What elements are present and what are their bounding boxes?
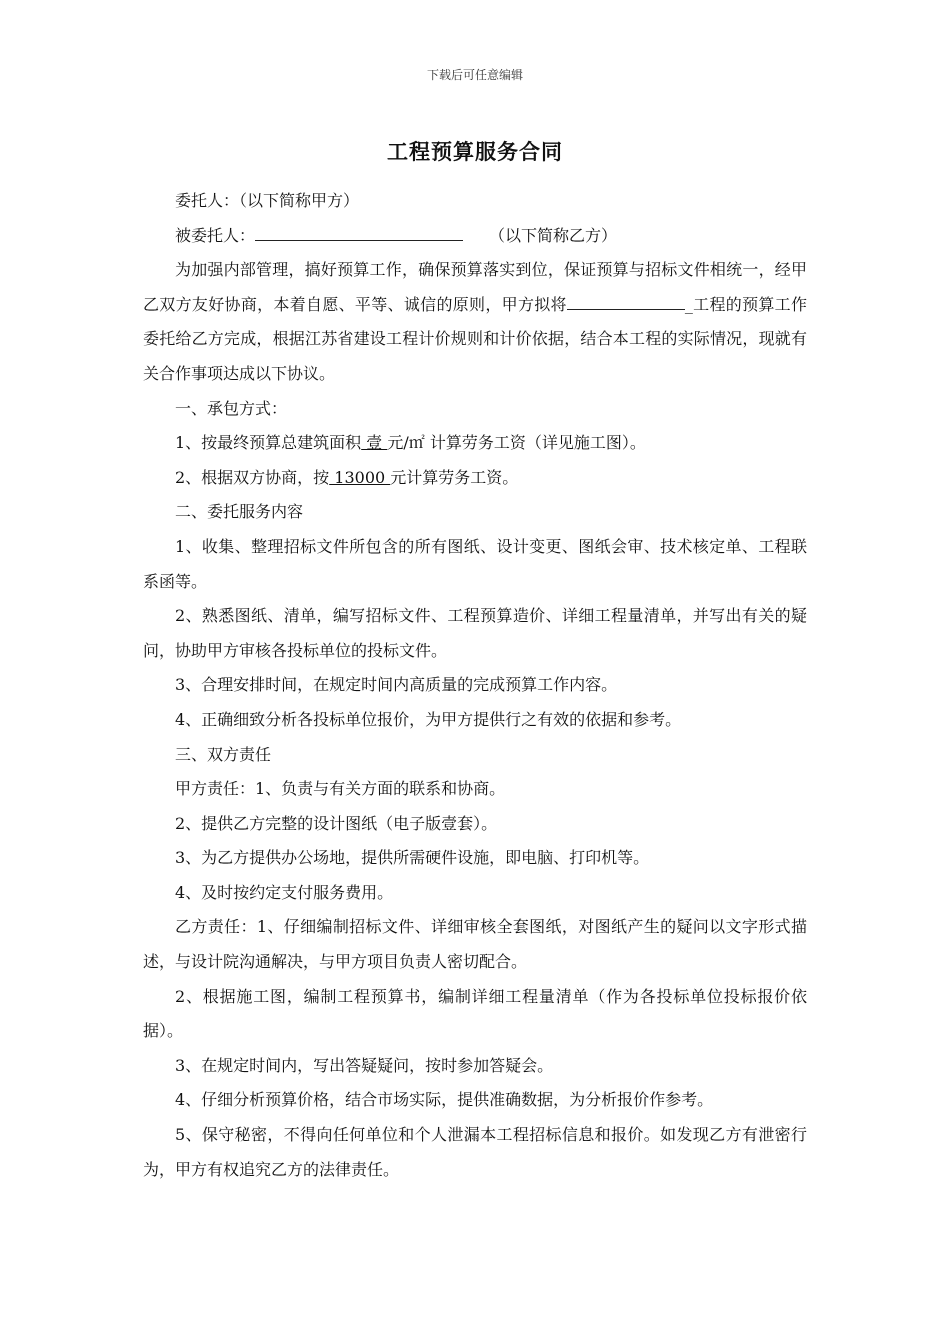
party-a-duty-4: 4、及时按约定支付服务费用。 (175, 882, 394, 902)
section-2-item-1: 1、收集、整理招标文件所包含的所有图纸、设计变更、图纸会审、技术核定单、工程联系函等。 (143, 536, 807, 591)
contractor-line (143, 219, 807, 254)
section-3-title: 三、双方责任 (175, 744, 272, 764)
intro-paragraph (143, 253, 807, 391)
contract-body (143, 184, 807, 1187)
party-b-duty-3: 3、在规定时间内，写出答疑疑问，按时参加答疑会。 (175, 1055, 554, 1075)
intro-text-a: 为加强内部管理，搞好预算工作，确保预算落实到位，保证预算与招标文件相统一，经甲乙双方友好协商，本着自愿、平等、诚信的原则，甲方拟将 (143, 260, 807, 314)
section-1-item-1 (143, 426, 807, 461)
s1-1-text-a: 1、按最终预算总建筑面积 (175, 433, 362, 453)
intro-text-b: _工程的预算工作委托给乙方完成，根据江苏省建设工程计价规则和计价依据，结合本工程的实际情况，现就有关合作事项达成以下协议。 (143, 294, 807, 383)
section-1-title: 一、承包方式： (175, 398, 288, 418)
header-note: 下载后可任意编辑 (426, 68, 523, 82)
section-2-title: 二、委托服务内容 (175, 502, 304, 522)
client-line: 委托人：（以下简称甲方） (175, 191, 360, 210)
section-1-item-2 (143, 461, 807, 496)
rate-value: 壹 (361, 433, 388, 453)
party-a-duty-2: 2、提供乙方完整的设计图纸（电子版壹套）。 (175, 813, 498, 833)
contract-title: 工程预算服务合同 (387, 140, 563, 164)
party-b-duty-1: 乙方责任：1、仔细编制招标文件、详细审核全套图纸，对图纸产生的疑问以文字形式描述，与设计院沟通解决，与甲方项目负责人密切配合。 (143, 917, 807, 972)
section-2-item-3: 3、合理安排时间，在规定时间内高质量的完成预算工作内容。 (175, 675, 618, 695)
s1-2-text-a: 2、根据双方协商，按 (175, 467, 330, 487)
s1-1-text-b: 元/㎡ 计算劳务工资（详见施工图）。 (387, 433, 646, 453)
s1-2-text-b: 元计算劳务工资。 (390, 467, 519, 487)
project-blank (567, 291, 685, 310)
fee-value: 13000 (329, 467, 391, 487)
party-a-duty-1: 甲方责任：1、负责与有关方面的联系和协商。 (175, 779, 506, 799)
party-b-duty-4: 4、仔细分析预算价格，结合市场实际，提供准确数据，为分析报价作参考。 (175, 1090, 714, 1110)
party-b-duty-2: 2、根据施工图，编制工程预算书，编制详细工程量清单（作为各投标单位投标报价依据）。 (143, 986, 807, 1041)
contractor-label: 被委托人： (175, 225, 256, 245)
contractor-suffix: （以下简称乙方） (489, 225, 618, 245)
contractor-blank (255, 222, 463, 241)
party-b-duty-5: 5、保守秘密，不得向任何单位和个人泄漏本工程招标信息和报价。如发现乙方有泄密行为，甲方有权追究乙方的法律责任。 (143, 1125, 807, 1179)
party-a-duty-3: 3、为乙方提供办公场地，提供所需硬件设施，即电脑、打印机等。 (175, 848, 650, 868)
section-2-item-2: 2、熟悉图纸、清单，编写招标文件、工程预算造价、详细工程量清单，并写出有关的疑问，协助甲方审核各投标单位的投标文件。 (143, 606, 807, 660)
section-2-item-4: 4、正确细致分析各投标单位报价，为甲方提供行之有效的依据和参考。 (175, 709, 682, 729)
